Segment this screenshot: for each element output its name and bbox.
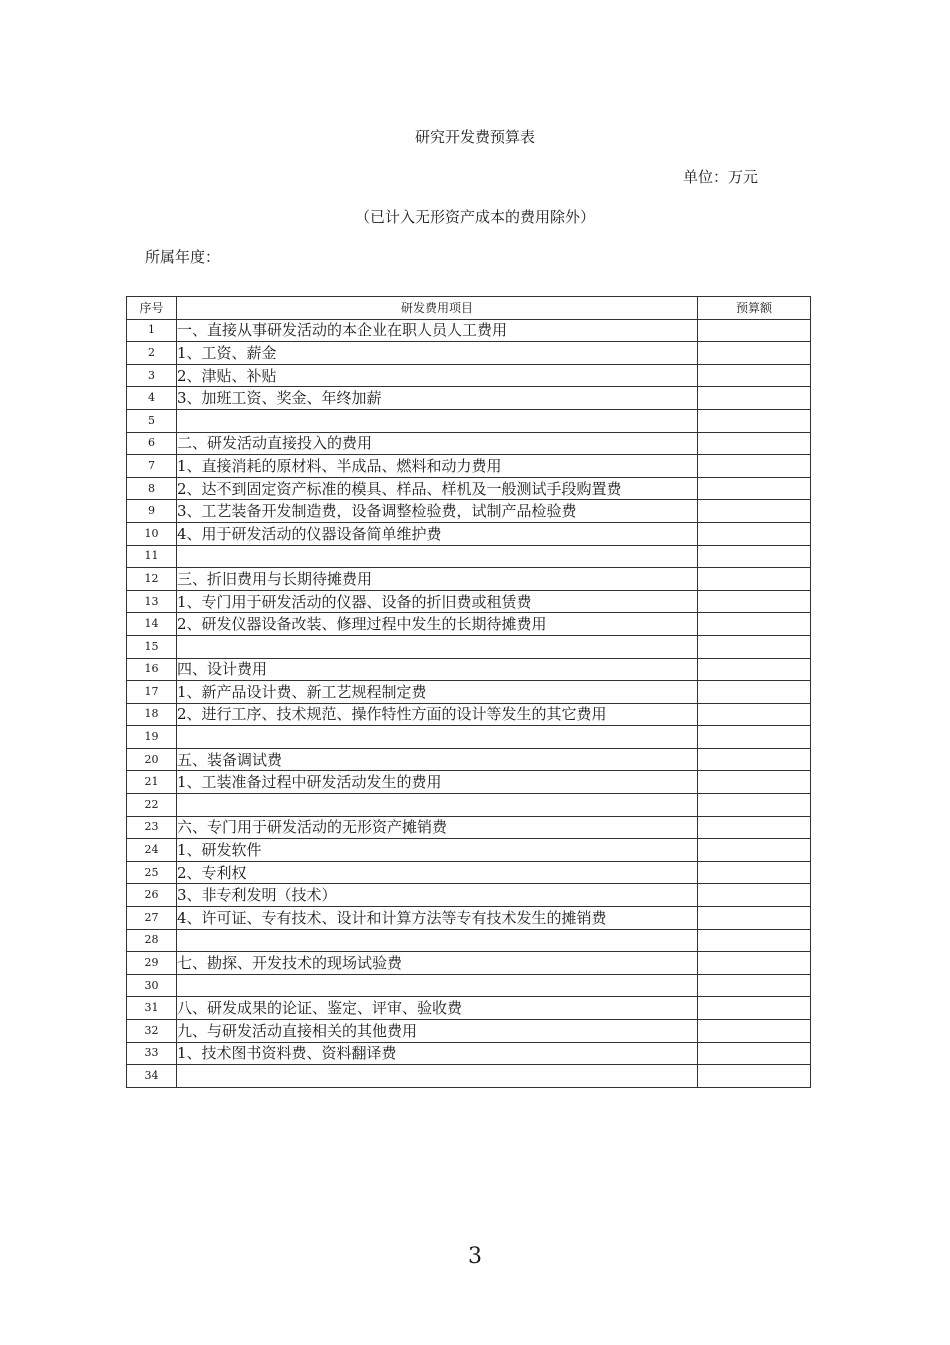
row-budget-amount[interactable] — [698, 613, 811, 636]
row-budget-amount[interactable] — [698, 590, 811, 613]
table-row — [127, 997, 811, 1020]
row-serial-no: 6 — [127, 432, 177, 455]
row-serial-no: 28 — [127, 929, 177, 952]
row-budget-amount[interactable] — [698, 884, 811, 907]
document-title: 研究开发费预算表 — [414, 128, 535, 146]
row-expense-item: 六、专门用于研发活动的无形资产摊销费 — [177, 816, 698, 839]
row-budget-amount[interactable] — [698, 681, 811, 704]
row-budget-amount[interactable] — [698, 409, 811, 432]
row-budget-amount[interactable] — [698, 635, 811, 658]
row-serial-no: 32 — [127, 1020, 177, 1043]
table-row — [127, 816, 811, 839]
row-budget-amount[interactable] — [698, 929, 811, 952]
row-serial-no: 4 — [127, 387, 177, 410]
row-serial-no: 8 — [127, 477, 177, 500]
row-expense-item: 1、工资、薪金 — [177, 342, 698, 365]
row-budget-amount[interactable] — [698, 568, 811, 591]
row-expense-item: 2、专利权 — [177, 861, 698, 884]
table-row — [127, 703, 811, 726]
row-expense-item: 三、折旧费用与长期待摊费用 — [177, 568, 698, 591]
row-budget-amount[interactable] — [698, 997, 811, 1020]
row-budget-amount[interactable] — [698, 771, 811, 794]
row-expense-item — [177, 635, 698, 658]
table-row — [127, 1065, 811, 1088]
row-serial-no: 19 — [127, 726, 177, 749]
table-row — [127, 522, 811, 545]
row-serial-no: 12 — [127, 568, 177, 591]
table-row — [127, 387, 811, 410]
row-budget-amount[interactable] — [698, 477, 811, 500]
row-expense-item: 1、专门用于研发活动的仪器、设备的折旧费或租赁费 — [177, 590, 698, 613]
row-budget-amount[interactable] — [698, 342, 811, 365]
row-serial-no: 34 — [127, 1065, 177, 1088]
table-row — [127, 726, 811, 749]
row-budget-amount[interactable] — [698, 952, 811, 975]
table-row — [127, 658, 811, 681]
row-expense-item: 3、加班工资、奖金、年终加薪 — [177, 387, 698, 410]
row-serial-no: 20 — [127, 748, 177, 771]
table-row — [127, 455, 811, 478]
row-budget-amount[interactable] — [698, 500, 811, 523]
row-budget-amount[interactable] — [698, 907, 811, 930]
row-serial-no: 7 — [127, 455, 177, 478]
row-serial-no: 16 — [127, 658, 177, 681]
row-expense-item: 2、研发仪器设备改装、修理过程中发生的长期待摊费用 — [177, 613, 698, 636]
row-budget-amount[interactable] — [698, 1020, 811, 1043]
table-row — [127, 907, 811, 930]
row-serial-no: 2 — [127, 342, 177, 365]
row-budget-amount[interactable] — [698, 726, 811, 749]
row-budget-amount[interactable] — [698, 432, 811, 455]
row-budget-amount[interactable] — [698, 794, 811, 817]
row-serial-no: 3 — [127, 364, 177, 387]
row-expense-item: 五、装备调试费 — [177, 748, 698, 771]
row-expense-item — [177, 794, 698, 817]
unit-label: 单位：万元 — [683, 168, 759, 186]
row-serial-no: 21 — [127, 771, 177, 794]
row-expense-item: 3、工艺装备开发制造费，设备调整检验费，试制产品检验费 — [177, 500, 698, 523]
row-expense-item: 一、直接从事研发活动的本企业在职人员人工费用 — [177, 319, 698, 342]
page-number: 3 — [468, 1244, 482, 1269]
exclusion-note: （已计入无形资产成本的费用除外） — [354, 208, 595, 226]
row-expense-item: 2、达不到固定资产标准的模具、样品、样机及一般测试手段购置费 — [177, 477, 698, 500]
row-expense-item: 1、技术图书资料费、资料翻译费 — [177, 1042, 698, 1065]
row-expense-item: 1、新产品设计费、新工艺规程制定费 — [177, 681, 698, 704]
row-budget-amount[interactable] — [698, 658, 811, 681]
table-row — [127, 477, 811, 500]
row-serial-no: 10 — [127, 522, 177, 545]
row-serial-no: 9 — [127, 500, 177, 523]
row-expense-item — [177, 929, 698, 952]
row-budget-amount[interactable] — [698, 319, 811, 342]
row-budget-amount[interactable] — [698, 1042, 811, 1065]
row-expense-item — [177, 545, 698, 568]
row-expense-item: 七、勘探、开发技术的现场试验费 — [177, 952, 698, 975]
table-row — [127, 884, 811, 907]
table-row — [127, 839, 811, 862]
table-row — [127, 635, 811, 658]
row-expense-item: 1、工装准备过程中研发活动发生的费用 — [177, 771, 698, 794]
table-row — [127, 500, 811, 523]
row-serial-no: 17 — [127, 681, 177, 704]
table-row — [127, 861, 811, 884]
row-serial-no: 1 — [127, 319, 177, 342]
row-serial-no: 14 — [127, 613, 177, 636]
header-serial-no: 序号 — [127, 297, 177, 320]
row-budget-amount[interactable] — [698, 748, 811, 771]
header-budget-amount: 预算额 — [698, 297, 811, 320]
row-serial-no: 23 — [127, 816, 177, 839]
row-budget-amount[interactable] — [698, 364, 811, 387]
row-expense-item: 1、直接消耗的原材料、半成品、燃料和动力费用 — [177, 455, 698, 478]
row-expense-item — [177, 974, 698, 997]
row-serial-no: 5 — [127, 409, 177, 432]
table-row — [127, 794, 811, 817]
row-expense-item — [177, 1065, 698, 1088]
table-row — [127, 568, 811, 591]
table-row — [127, 613, 811, 636]
row-expense-item: 1、研发软件 — [177, 839, 698, 862]
table-header-row — [127, 297, 811, 320]
table-row — [127, 1020, 811, 1043]
row-budget-amount[interactable] — [698, 703, 811, 726]
row-budget-amount[interactable] — [698, 816, 811, 839]
table-row — [127, 432, 811, 455]
row-budget-amount[interactable] — [698, 1065, 811, 1088]
row-expense-item: 二、研发活动直接投入的费用 — [177, 432, 698, 455]
table-row — [127, 771, 811, 794]
row-expense-item: 2、津贴、补贴 — [177, 364, 698, 387]
row-serial-no: 25 — [127, 861, 177, 884]
row-budget-amount[interactable] — [698, 545, 811, 568]
row-serial-no: 24 — [127, 839, 177, 862]
row-expense-item: 九、与研发活动直接相关的其他费用 — [177, 1020, 698, 1043]
budget-table — [126, 296, 811, 1088]
table-row — [127, 545, 811, 568]
row-serial-no: 15 — [127, 635, 177, 658]
row-serial-no: 11 — [127, 545, 177, 568]
header-expense-item: 研发费用项目 — [177, 297, 698, 320]
row-expense-item: 4、许可证、专有技术、设计和计算方法等专有技术发生的摊销费 — [177, 907, 698, 930]
row-serial-no: 31 — [127, 997, 177, 1020]
table-row — [127, 929, 811, 952]
row-serial-no: 30 — [127, 974, 177, 997]
row-budget-amount[interactable] — [698, 387, 811, 410]
row-expense-item: 4、用于研发活动的仪器设备简单维护费 — [177, 522, 698, 545]
row-serial-no: 18 — [127, 703, 177, 726]
row-expense-item — [177, 409, 698, 432]
row-serial-no: 26 — [127, 884, 177, 907]
row-serial-no: 22 — [127, 794, 177, 817]
table-row — [127, 342, 811, 365]
row-serial-no: 29 — [127, 952, 177, 975]
row-budget-amount[interactable] — [698, 861, 811, 884]
row-expense-item: 2、进行工序、技术规范、操作特性方面的设计等发生的其它费用 — [177, 703, 698, 726]
budget-table-body — [127, 319, 811, 1087]
fiscal-year-label: 所属年度： — [145, 248, 221, 266]
row-serial-no: 13 — [127, 590, 177, 613]
table-row — [127, 409, 811, 432]
table-row — [127, 590, 811, 613]
table-row — [127, 681, 811, 704]
row-expense-item: 四、设计费用 — [177, 658, 698, 681]
row-budget-amount[interactable] — [698, 455, 811, 478]
row-serial-no: 27 — [127, 907, 177, 930]
row-expense-item — [177, 726, 698, 749]
row-serial-no: 33 — [127, 1042, 177, 1065]
table-row — [127, 952, 811, 975]
table-row — [127, 974, 811, 997]
table-row — [127, 748, 811, 771]
row-budget-amount[interactable] — [698, 522, 811, 545]
table-row — [127, 319, 811, 342]
row-budget-amount[interactable] — [698, 974, 811, 997]
row-expense-item: 八、研发成果的论证、鉴定、评审、验收费 — [177, 997, 698, 1020]
row-expense-item: 3、非专利发明（技术） — [177, 884, 698, 907]
row-budget-amount[interactable] — [698, 839, 811, 862]
table-row — [127, 1042, 811, 1065]
table-row — [127, 364, 811, 387]
